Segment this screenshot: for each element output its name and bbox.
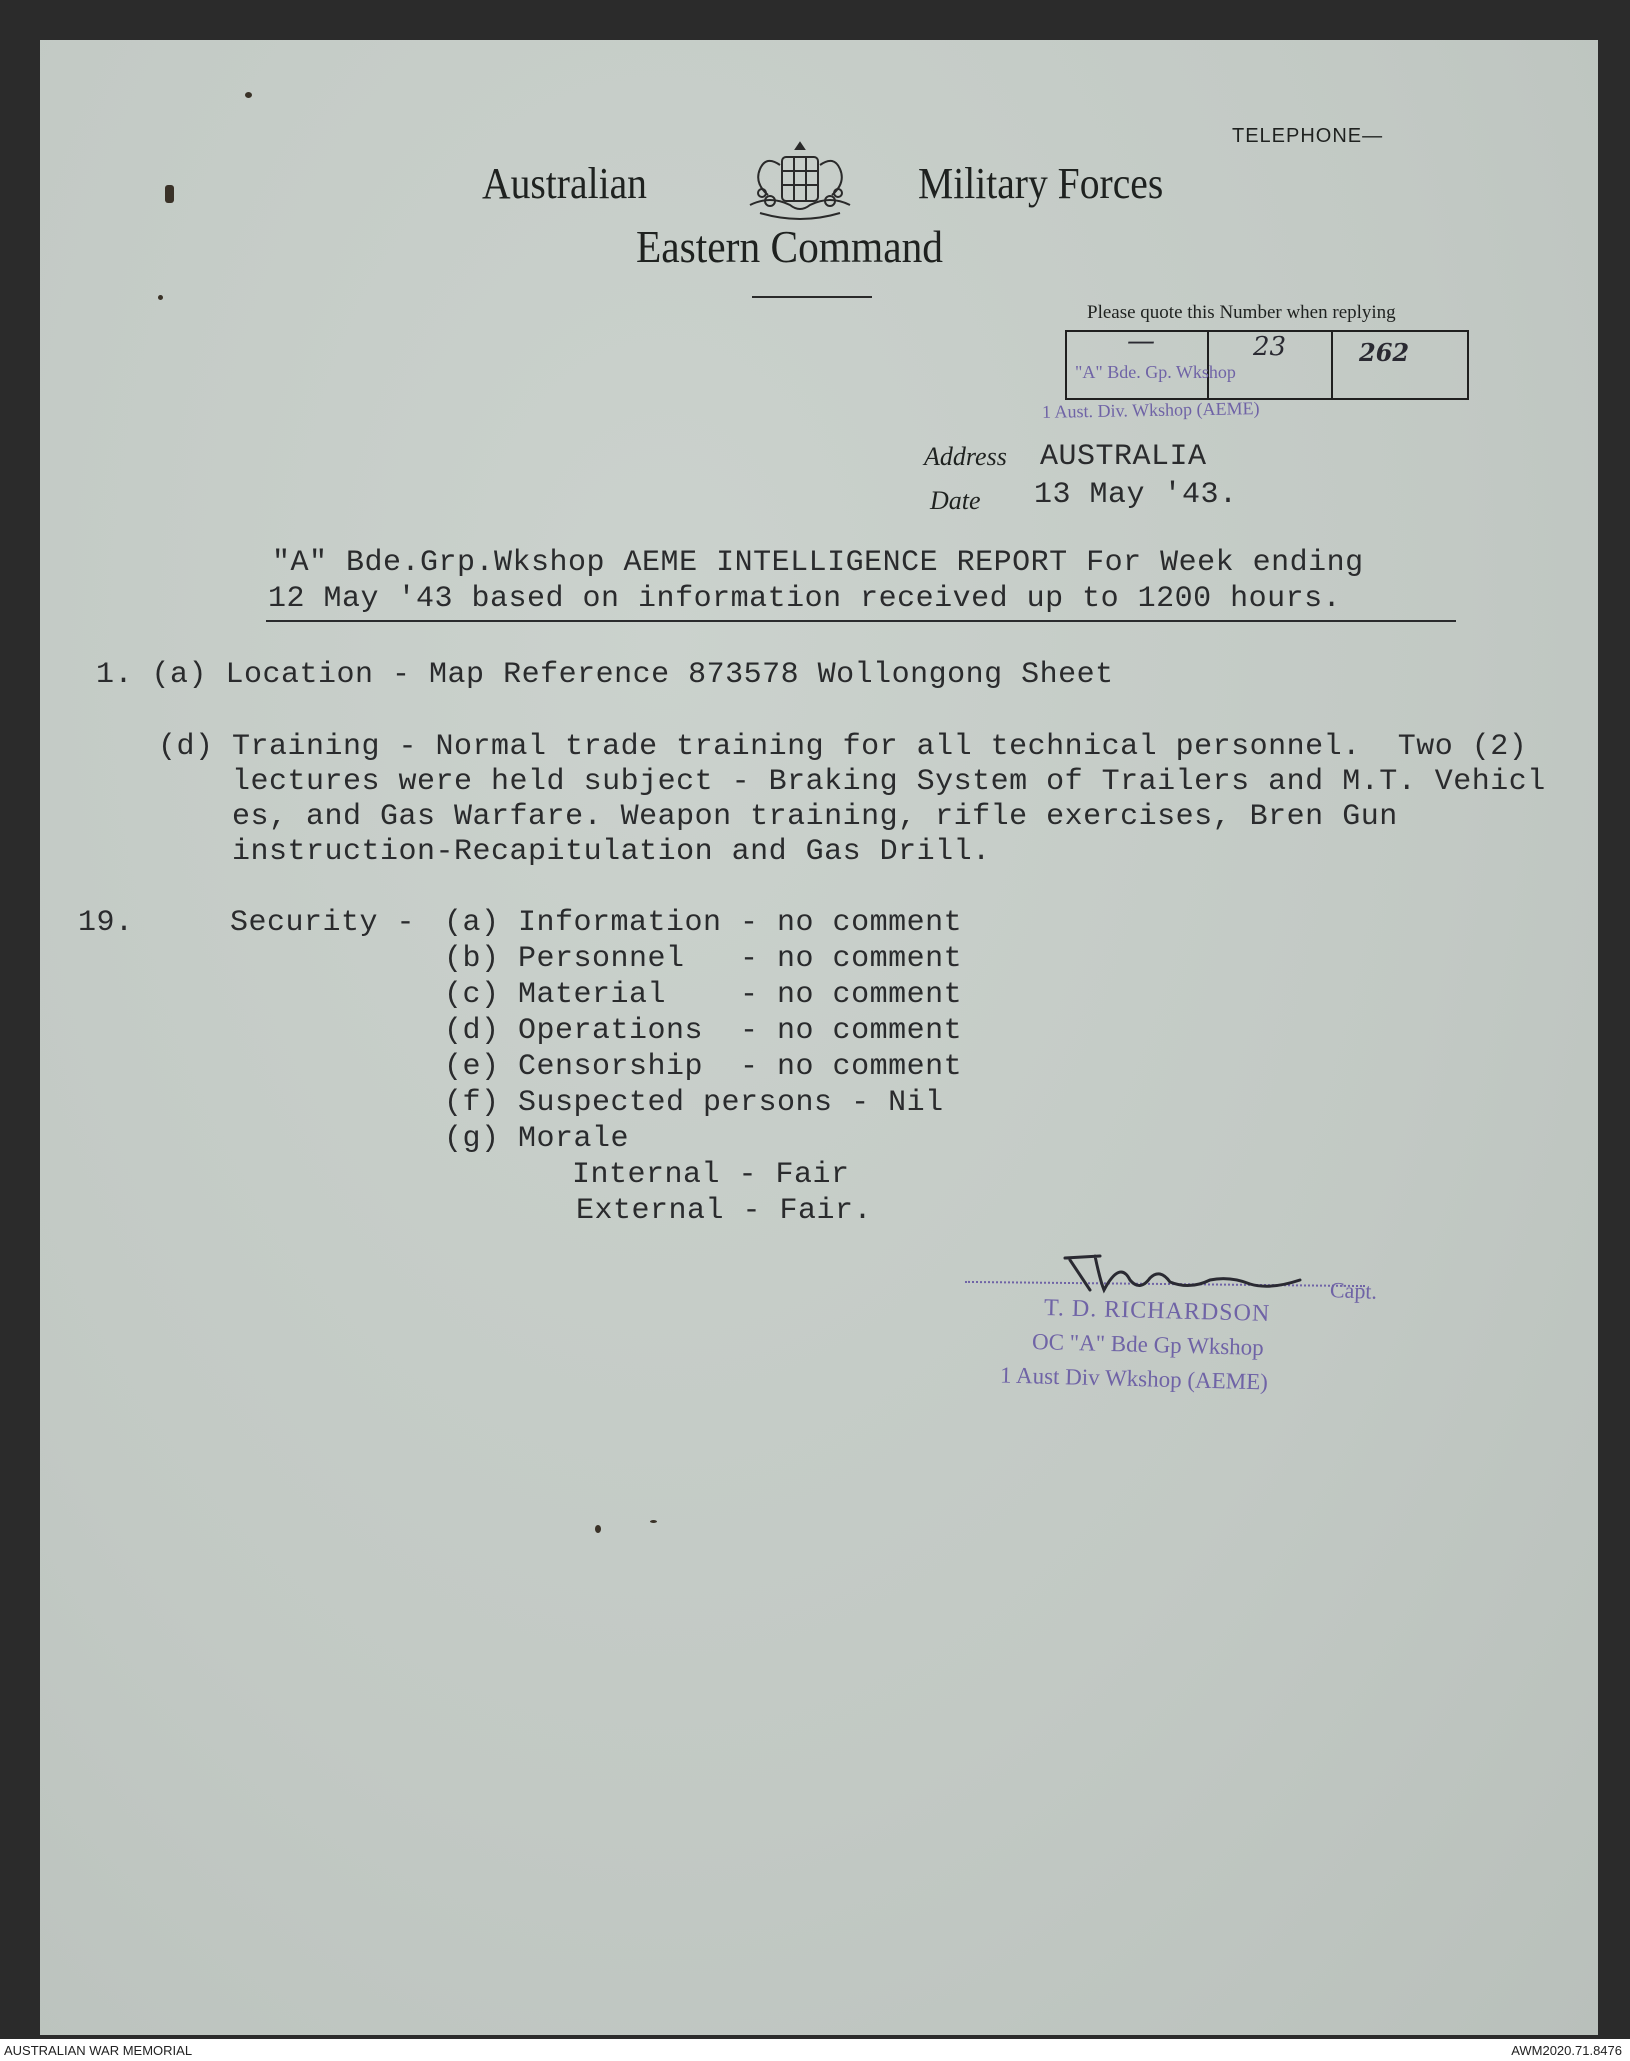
item-d-training-line: es, and Gas Warfare. Weapon training, rifle exercises, Bren Gun [158,800,1398,834]
signature-rank: Capt. [1329,1277,1378,1304]
reference-number-box [1065,324,1469,400]
address-label: Address [924,442,1007,471]
paper-speck [165,185,174,203]
paper-speck [595,1525,601,1533]
signatory-title: OC "A" Bde Gp Wkshop [1031,1328,1265,1361]
security-item: (a) Information - no comment [444,906,963,940]
reference-stamp-line-2: 1 Aust. Div. Wkshop (AEME) [1041,398,1260,422]
address-value: AUSTRALIA [1040,440,1207,474]
reference-cell-2: 23 [1253,332,1287,362]
security-item: (c) Material - no comment [444,978,963,1012]
letterhead-command: Eastern Command [636,221,943,272]
letterhead-right-title: Military Forces [918,159,1164,208]
date-value: 13 May '43. [1034,478,1238,512]
footer-accession-number: AWM2020.71.8476 [1511,2043,1622,2058]
signatory-name: T. D. RICHARDSON [1043,1295,1271,1327]
footer-institution: AUSTRALIAN WAR MEMORIAL [4,2043,193,2058]
paper-speck [158,295,163,300]
letterhead-left-title: Australian [482,159,647,208]
paper-speck [650,1520,657,1523]
security-item: (f) Suspected persons - Nil [444,1086,944,1120]
date-label: Date [930,486,981,515]
item-d-training-line: lectures were held subject - Braking System of Trailers and M.T. Vehicl [158,765,1546,799]
security-item: (e) Censorship - no comment [444,1050,963,1084]
signatory-unit: 1 Aust Div Wkshop (AEME) [999,1362,1269,1395]
reference-cell-1: — [1127,324,1155,357]
quote-number-note: Please quote this Number when replying [1087,302,1396,323]
report-title-line-2: 12 May '43 based on information received up to 1200 hours. [268,582,1342,616]
reference-stamp-line-1: "A" Bde. Gp. Wkshop [1075,362,1236,382]
reference-cell-3: 262 [1359,338,1410,367]
security-item: (b) Personnel - no comment [444,942,963,976]
security-label: Security - [230,906,416,940]
report-title-line-1: "A" Bde.Grp.Wkshop AEME INTELLIGENCE REPORT For Week ending [272,546,1364,580]
item-1a-location: 1. (a) Location - Map Reference 873578 Wollongong Sheet [96,658,1114,692]
telephone-label: TELEPHONE— [1232,125,1384,147]
letterhead-rule [752,296,872,298]
item-d-training-line: (d) Training - Normal trade training for all technical personnel. Two (2) [158,730,1528,764]
paper-speck [245,92,252,98]
report-title-underline [266,620,1456,622]
document-sheet [40,40,1598,2035]
morale-internal: Internal - Fair [572,1158,850,1192]
morale-external: External - Fair. [576,1194,873,1228]
box-divider [1331,332,1333,398]
security-item: (d) Operations - no comment [444,1014,963,1048]
security-item: (g) Morale [444,1122,630,1156]
item-d-training-line: instruction-Recapitulation and Gas Drill. [158,835,991,869]
archive-footer [0,2039,1630,2061]
security-number: 19. [78,906,134,940]
